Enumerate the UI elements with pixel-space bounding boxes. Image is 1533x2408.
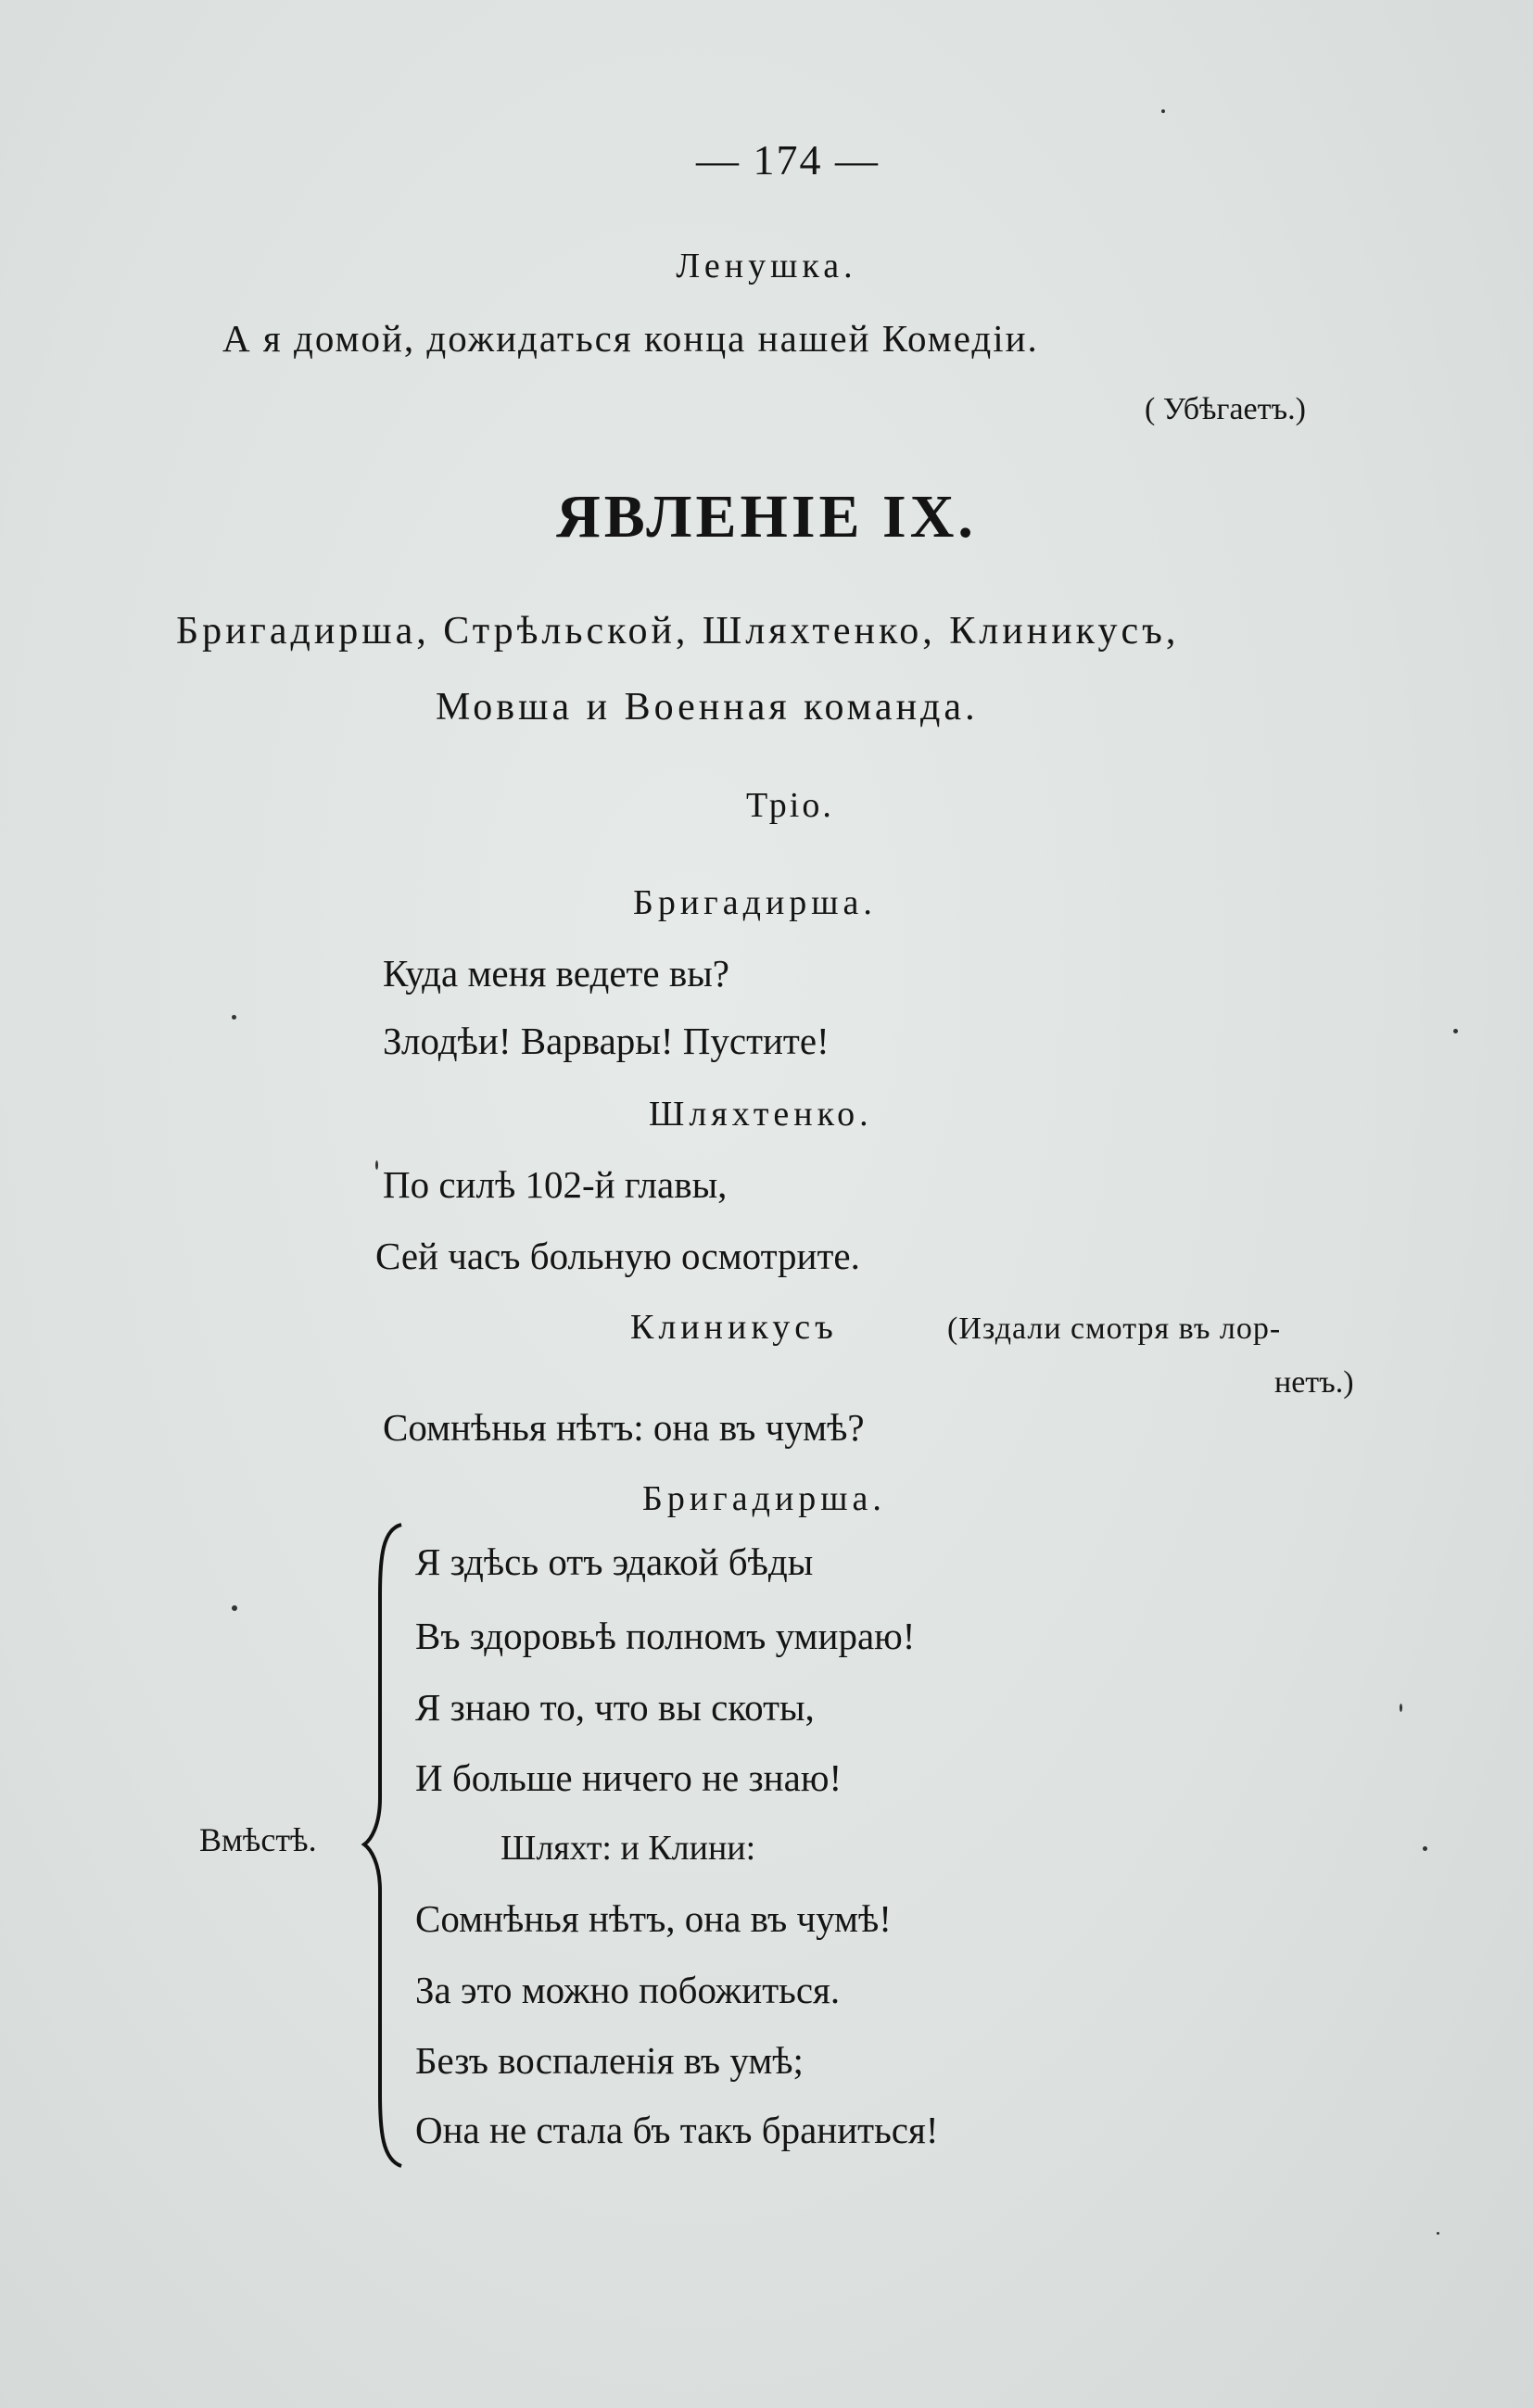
speaker-shlyakhtenko: Шляхтенко. bbox=[649, 1095, 873, 1134]
verse-line: Сомнѣнья нѣтъ: она въ чумѣ? bbox=[383, 1406, 865, 1449]
verse-line: За это можно побожиться. bbox=[415, 1969, 841, 2011]
together-label: Вмѣстѣ. bbox=[199, 1821, 317, 1858]
verse-line: Сей часъ больную осмотрите. bbox=[375, 1235, 860, 1277]
verse-line: Она не стала бъ такъ браниться! bbox=[415, 2109, 939, 2151]
speaker-klinikus: Клиникусъ bbox=[630, 1308, 838, 1347]
paper-speck bbox=[1453, 1029, 1458, 1033]
verse-line: По силѣ 102-й главы, bbox=[383, 1163, 728, 1206]
scene-title: ЯВЛЕНІЕ IX. bbox=[556, 483, 977, 551]
page-number: — 174 — bbox=[696, 136, 880, 184]
cast-list-line-1: Бригадирша, Стрѣльской, Шляхтенко, Клиникусъ, bbox=[176, 610, 1180, 653]
stage-direction-lorgnette-end: нетъ.) bbox=[1274, 1365, 1354, 1400]
trio-heading: Тріо. bbox=[746, 786, 834, 825]
stage-direction-exit: ( Убѣгаетъ.) bbox=[1145, 392, 1306, 426]
line-lenushka: А я домой, дожидаться конца нашей Комедіи. bbox=[222, 317, 1039, 360]
curly-brace bbox=[360, 1520, 415, 2169]
speaker-shlyakhtenko-klinikus: Шляхт: и Клини: bbox=[500, 1829, 756, 1868]
verse-line: Куда меня ведете вы? bbox=[383, 952, 729, 995]
verse-line: Безъ воспаленія въ умѣ; bbox=[415, 2039, 804, 2082]
paper-speck bbox=[375, 1160, 378, 1170]
cast-list-line-2: Мовша и Военная команда. bbox=[436, 686, 979, 729]
paper-speck bbox=[1437, 2232, 1439, 2235]
verse-line: Я знаю то, что вы скоты, bbox=[415, 1686, 815, 1729]
speaker-lenushka: Ленушка. bbox=[676, 247, 857, 285]
speaker-brigadirsha: Бригадирша. bbox=[633, 883, 877, 922]
paper-speck bbox=[1161, 109, 1165, 113]
speaker-brigadirsha: Бригадирша. bbox=[642, 1479, 886, 1518]
verse-line: Злодѣи! Варвары! Пустите! bbox=[383, 1020, 830, 1062]
paper-speck bbox=[1400, 1704, 1402, 1712]
verse-line: И больше ничего не знаю! bbox=[415, 1756, 843, 1799]
verse-line: Сомнѣнья нѣтъ, она въ чумѣ! bbox=[415, 1897, 892, 1940]
stage-direction-lorgnette: (Издали смотря въ лор- bbox=[947, 1312, 1282, 1346]
paper-speck bbox=[232, 1605, 237, 1611]
verse-line: Я здѣсь отъ эдакой бѣды bbox=[415, 1540, 814, 1583]
verse-line: Въ здоровьѣ полномъ умираю! bbox=[415, 1615, 916, 1657]
paper-speck bbox=[232, 1015, 236, 1020]
paper-speck bbox=[1423, 1846, 1427, 1851]
